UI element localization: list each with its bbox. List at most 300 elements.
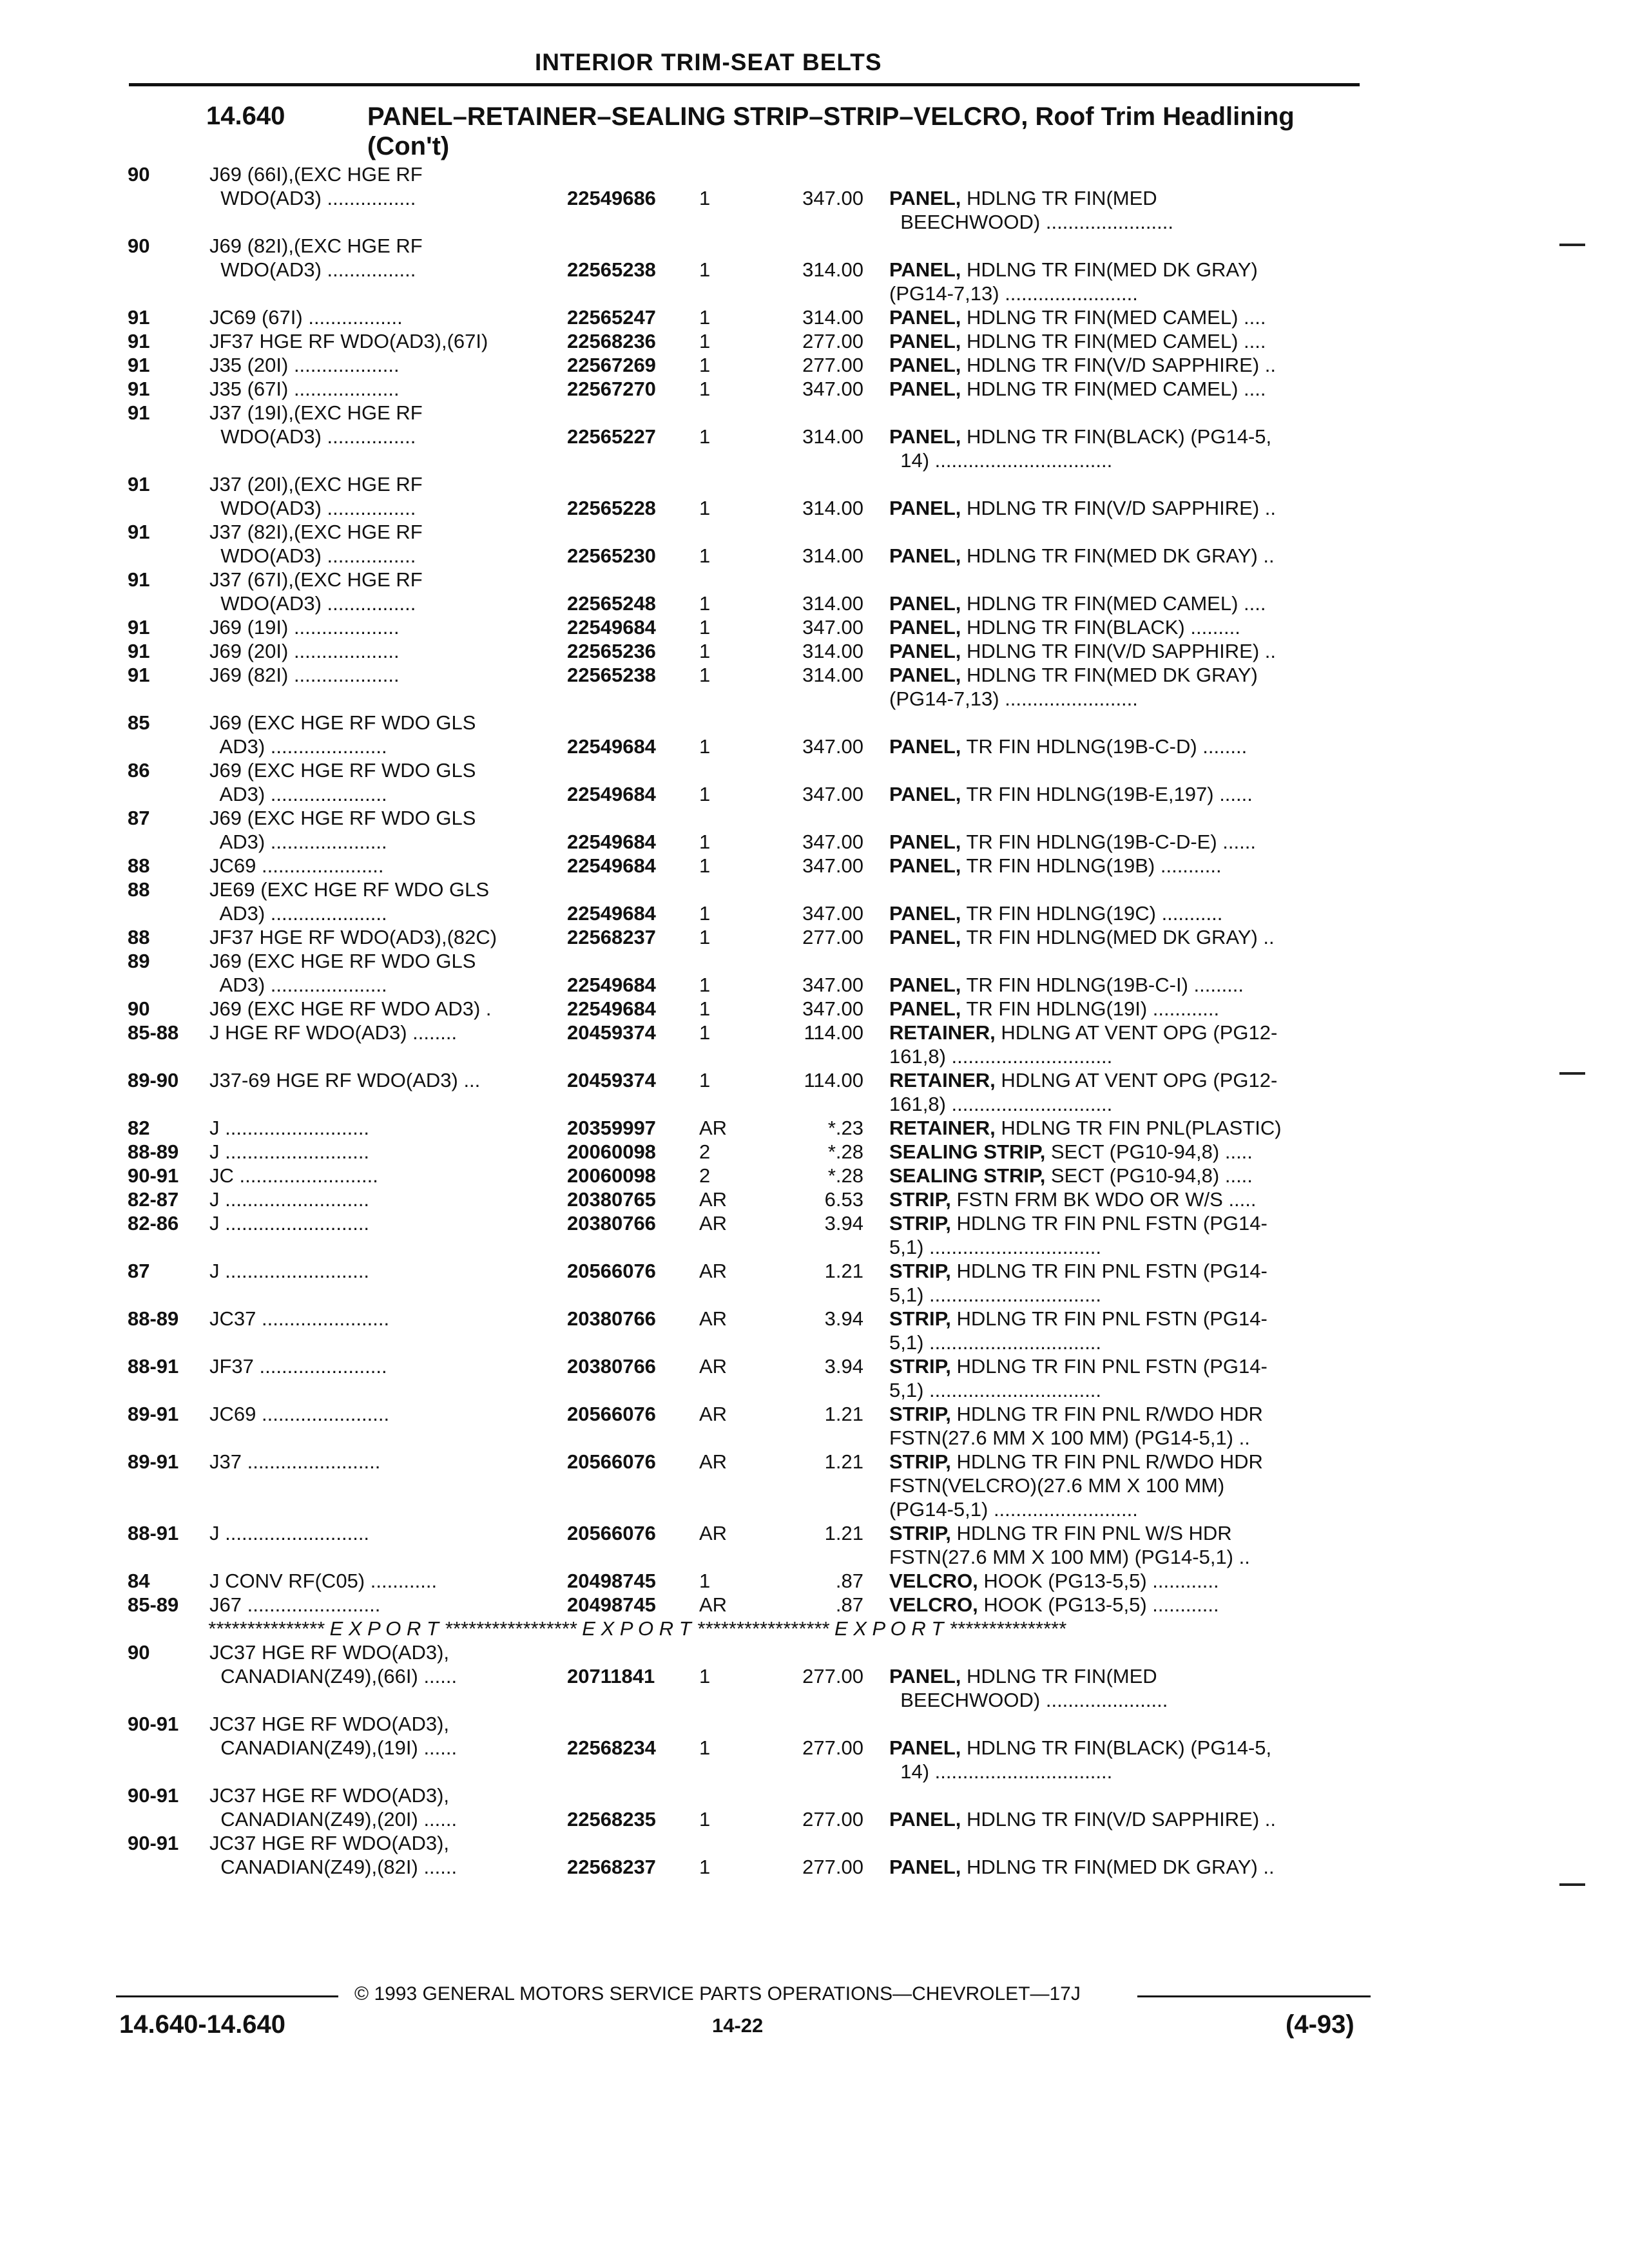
model-year: 91 bbox=[128, 306, 150, 329]
part-name: 5,1) ............................... bbox=[889, 1283, 1102, 1306]
parts-row bbox=[0, 1140, 1629, 1164]
part-name-detail: TR FIN HDLNG(19B-C-I) ......... bbox=[961, 974, 1244, 996]
quantity: AR bbox=[699, 1307, 728, 1330]
part-name-keyword: VELCRO, bbox=[889, 1570, 978, 1592]
parts-row bbox=[0, 1712, 1629, 1783]
part-name-keyword: PANEL, bbox=[889, 926, 961, 948]
part-name-detail: HDLNG AT VENT OPG (PG12- bbox=[995, 1069, 1278, 1091]
price: 3.94 bbox=[824, 1355, 863, 1378]
part-name-detail: HDLNG TR FIN(MED CAMEL) .... bbox=[961, 306, 1266, 329]
part-name-detail: HDLNG TR FIN(MED CAMEL) .... bbox=[961, 378, 1266, 400]
part-number: 22568234 bbox=[567, 1736, 656, 1759]
quantity: 1 bbox=[699, 664, 711, 686]
footer-page-number: 14-22 bbox=[712, 2014, 764, 2037]
usage-description: JC69 ....................... bbox=[209, 1403, 390, 1425]
part-name-keyword: SEALING STRIP, bbox=[889, 1164, 1046, 1187]
model-year: 91 bbox=[128, 378, 150, 400]
parts-row bbox=[0, 878, 1629, 925]
parts-row bbox=[0, 305, 1629, 329]
price: 314.00 bbox=[802, 497, 863, 519]
model-year: 86 bbox=[128, 759, 150, 782]
quantity: 1 bbox=[699, 592, 711, 615]
part-name-keyword: STRIP, bbox=[889, 1355, 951, 1378]
usage-description: J69 (EXC HGE RF WDO GLS bbox=[209, 950, 476, 972]
part-name bbox=[889, 591, 1356, 615]
margin-mark bbox=[1559, 244, 1585, 246]
part-number: 20380766 bbox=[567, 1307, 656, 1330]
model-year: 88-91 bbox=[128, 1522, 179, 1544]
usage-description: J69 (EXC HGE RF WDO GLS bbox=[209, 711, 476, 734]
parts-row bbox=[0, 329, 1629, 353]
part-number: 22565247 bbox=[567, 306, 656, 329]
usage-description: JC37 HGE RF WDO(AD3), bbox=[209, 1641, 450, 1664]
part-name-keyword: PANEL, bbox=[889, 974, 961, 996]
part-name bbox=[889, 1402, 1356, 1426]
part-name-detail: HDLNG AT VENT OPG (PG12- bbox=[995, 1021, 1278, 1044]
parts-row bbox=[0, 1068, 1629, 1116]
usage-description: AD3) ..................... bbox=[209, 735, 387, 758]
usage-description: J HGE RF WDO(AD3) ........ bbox=[209, 1021, 458, 1044]
part-name bbox=[889, 544, 1356, 568]
parts-row bbox=[0, 520, 1629, 568]
header-rule bbox=[129, 83, 1360, 86]
part-name bbox=[889, 1664, 1356, 1688]
parts-row bbox=[0, 615, 1629, 639]
part-name bbox=[889, 258, 1356, 282]
part-name: BEECHWOOD) ....................... bbox=[889, 211, 1173, 233]
usage-description: J69 (20I) ................... bbox=[209, 640, 400, 662]
quantity: 1 bbox=[699, 425, 711, 448]
usage-description: J .......................... bbox=[209, 1188, 370, 1211]
model-year: 91 bbox=[128, 664, 150, 686]
part-name-detail: HOOK (PG13-5,5) ............ bbox=[978, 1593, 1219, 1616]
usage-description: J37-69 HGE RF WDO(AD3) ... bbox=[209, 1069, 481, 1091]
part-name-detail: HDLNG TR FIN(MED CAMEL) .... bbox=[961, 330, 1266, 352]
model-year: 90-91 bbox=[128, 1164, 179, 1187]
part-name-keyword: PANEL, bbox=[889, 1808, 961, 1831]
part-name bbox=[889, 1116, 1356, 1140]
part-number: 20459374 bbox=[567, 1021, 656, 1044]
section-title: PANEL–RETAINER–SEALING STRIP–STRIP–VELCRO, Roof Trim Headlining (Con't) bbox=[367, 102, 1295, 160]
quantity: 1 bbox=[699, 926, 711, 948]
part-number: 20380766 bbox=[567, 1355, 656, 1378]
quantity: AR bbox=[699, 1260, 728, 1282]
part-name-detail: TR FIN HDLNG(19C) ........... bbox=[961, 902, 1223, 925]
usage-description: JF37 HGE RF WDO(AD3),(67I) bbox=[209, 330, 488, 352]
usage-description: J37 (82I),(EXC HGE RF bbox=[209, 521, 423, 543]
model-year: 89-90 bbox=[128, 1069, 179, 1091]
part-name-keyword: SEALING STRIP, bbox=[889, 1140, 1046, 1163]
usage-description: WDO(AD3) ................ bbox=[209, 592, 416, 615]
part-number: 22549684 bbox=[567, 974, 656, 996]
parts-row bbox=[0, 162, 1629, 234]
price: 3.94 bbox=[824, 1212, 863, 1235]
model-year: 91 bbox=[128, 473, 150, 495]
quantity: 1 bbox=[699, 330, 711, 352]
usage-description: CANADIAN(Z49),(19I) ...... bbox=[209, 1736, 458, 1759]
part-name bbox=[889, 901, 1356, 925]
usage-description: AD3) ..................... bbox=[209, 783, 387, 805]
part-name-keyword: RETAINER, bbox=[889, 1021, 996, 1044]
price: 277.00 bbox=[802, 1736, 863, 1759]
model-year: 82-87 bbox=[128, 1188, 179, 1211]
quantity: 1 bbox=[699, 1665, 711, 1687]
parts-row bbox=[0, 1307, 1629, 1354]
part-name-detail: HDLNG TR FIN(BLACK) (PG14-5, bbox=[961, 425, 1272, 448]
parts-row bbox=[0, 806, 1629, 854]
price: 347.00 bbox=[802, 735, 863, 758]
part-name-detail: FSTN FRM BK WDO OR W/S ..... bbox=[950, 1188, 1257, 1211]
parts-row bbox=[0, 639, 1629, 663]
usage-description: WDO(AD3) ................ bbox=[209, 187, 416, 209]
part-name-keyword: PANEL, bbox=[889, 1856, 961, 1878]
part-name: (PG14-7,13) ........................ bbox=[889, 282, 1138, 305]
part-number: 22549684 bbox=[567, 854, 656, 877]
part-name bbox=[889, 1187, 1356, 1211]
part-name-detail: HDLNG TR FIN(MED bbox=[961, 187, 1157, 209]
price: 1.21 bbox=[824, 1450, 863, 1473]
part-name-detail: HDLNG TR FIN(BLACK) (PG14-5, bbox=[961, 1736, 1272, 1759]
part-name bbox=[889, 973, 1356, 997]
part-number: 20359997 bbox=[567, 1117, 656, 1139]
part-name-detail: HDLNG TR FIN PNL FSTN (PG14- bbox=[950, 1212, 1268, 1235]
price: 347.00 bbox=[802, 902, 863, 925]
quantity: 1 bbox=[699, 378, 711, 400]
part-number: 22549684 bbox=[567, 735, 656, 758]
part-number: 22567270 bbox=[567, 378, 656, 400]
part-name-keyword: PANEL, bbox=[889, 354, 961, 376]
part-number: 22567269 bbox=[567, 354, 656, 376]
part-number: 22549684 bbox=[567, 831, 656, 853]
quantity: AR bbox=[699, 1593, 728, 1616]
section-number: 14.640 bbox=[206, 102, 285, 130]
model-year: 88 bbox=[128, 926, 150, 948]
price: 347.00 bbox=[802, 378, 863, 400]
parts-row bbox=[0, 1450, 1629, 1521]
quantity: 1 bbox=[699, 354, 711, 376]
margin-mark bbox=[1559, 1072, 1585, 1075]
part-name-keyword: PANEL, bbox=[889, 378, 961, 400]
part-name-keyword: STRIP, bbox=[889, 1212, 951, 1235]
part-name bbox=[889, 1521, 1356, 1545]
usage-description: AD3) ..................... bbox=[209, 974, 387, 996]
usage-description: J .......................... bbox=[209, 1140, 370, 1163]
part-name-detail: HDLNG TR FIN PNL FSTN (PG14- bbox=[950, 1260, 1268, 1282]
part-name-keyword: PANEL, bbox=[889, 831, 961, 853]
price: 277.00 bbox=[802, 1856, 863, 1878]
usage-description: J37 (67I),(EXC HGE RF bbox=[209, 568, 423, 591]
usage-description: JF37 ....................... bbox=[209, 1355, 387, 1378]
usage-description: JF37 HGE RF WDO(AD3),(82C) bbox=[209, 926, 497, 948]
quantity: 1 bbox=[699, 783, 711, 805]
price: 277.00 bbox=[802, 926, 863, 948]
part-name bbox=[889, 782, 1356, 806]
part-name bbox=[889, 186, 1356, 210]
quantity: 1 bbox=[699, 1570, 711, 1592]
parts-row bbox=[0, 401, 1629, 472]
usage-description: CANADIAN(Z49),(20I) ...... bbox=[209, 1808, 458, 1831]
quantity: 1 bbox=[699, 831, 711, 853]
part-name-detail: TR FIN HDLNG(19B-E,197) ...... bbox=[961, 783, 1253, 805]
part-name-detail: SECT (PG10-94,8) ..... bbox=[1045, 1140, 1253, 1163]
part-name: 5,1) ............................... bbox=[889, 1379, 1102, 1401]
usage-description: J69 (82I) ................... bbox=[209, 664, 400, 686]
quantity: AR bbox=[699, 1212, 728, 1235]
usage-description: J69 (82I),(EXC HGE RF bbox=[209, 235, 423, 257]
footer-rule-left bbox=[116, 1995, 338, 1997]
price: .87 bbox=[835, 1593, 863, 1616]
parts-row bbox=[0, 1783, 1629, 1831]
part-name-detail: HDLNG TR FIN(MED DK GRAY) bbox=[961, 664, 1258, 686]
model-year: 90-91 bbox=[128, 1713, 179, 1735]
price: 347.00 bbox=[802, 854, 863, 877]
part-name bbox=[889, 615, 1356, 639]
parts-row bbox=[0, 568, 1629, 615]
part-name: FSTN(VELCRO)(27.6 MM X 100 MM) bbox=[889, 1474, 1225, 1497]
part-name-detail: HDLNG TR FIN(V/D SAPPHIRE) .. bbox=[961, 354, 1276, 376]
model-year: 89 bbox=[128, 950, 150, 972]
parts-row bbox=[0, 663, 1629, 711]
part-name-detail: HDLNG TR FIN PNL FSTN (PG14- bbox=[950, 1307, 1268, 1330]
model-year: 90 bbox=[128, 1641, 150, 1664]
part-name-keyword: STRIP, bbox=[889, 1307, 951, 1330]
quantity: 1 bbox=[699, 974, 711, 996]
usage-description: J69 (EXC HGE RF WDO AD3) . bbox=[209, 997, 492, 1020]
parts-row bbox=[0, 949, 1629, 997]
part-name-keyword: RETAINER, bbox=[889, 1069, 996, 1091]
price: 114.00 bbox=[804, 1021, 863, 1044]
part-name-keyword: RETAINER, bbox=[889, 1117, 996, 1139]
quantity: 1 bbox=[699, 497, 711, 519]
price: 314.00 bbox=[802, 640, 863, 662]
part-name bbox=[889, 639, 1356, 663]
part-number: 22565238 bbox=[567, 664, 656, 686]
price: *.28 bbox=[827, 1164, 863, 1187]
part-name-detail: HDLNG TR FIN PNL R/WDO HDR bbox=[950, 1403, 1263, 1425]
part-name bbox=[889, 1021, 1356, 1044]
model-year: 91 bbox=[128, 568, 150, 591]
quantity: 1 bbox=[699, 902, 711, 925]
usage-description: WDO(AD3) ................ bbox=[209, 258, 416, 281]
usage-description: J69 (19I) ................... bbox=[209, 616, 400, 639]
price: 1.21 bbox=[824, 1403, 863, 1425]
part-name-keyword: PANEL, bbox=[889, 306, 961, 329]
quantity: AR bbox=[699, 1522, 728, 1544]
model-year: 91 bbox=[128, 521, 150, 543]
usage-description: J69 (EXC HGE RF WDO GLS bbox=[209, 759, 476, 782]
usage-description: J .......................... bbox=[209, 1522, 370, 1544]
price: 1.21 bbox=[824, 1522, 863, 1544]
part-name-keyword: PANEL, bbox=[889, 854, 961, 877]
part-name-keyword: PANEL, bbox=[889, 544, 961, 567]
part-name-keyword: PANEL, bbox=[889, 616, 961, 639]
model-year: 90 bbox=[128, 235, 150, 257]
usage-description: J69 (EXC HGE RF WDO GLS bbox=[209, 807, 476, 829]
quantity: AR bbox=[699, 1403, 728, 1425]
parts-row bbox=[0, 234, 1629, 305]
part-name-detail: TR FIN HDLNG(MED DK GRAY) .. bbox=[961, 926, 1275, 948]
parts-row bbox=[0, 1593, 1629, 1617]
part-name-detail: HDLNG TR FIN(V/D SAPPHIRE) .. bbox=[961, 640, 1276, 662]
part-name-keyword: PANEL, bbox=[889, 735, 961, 758]
usage-description: JC69 (67I) ................. bbox=[209, 306, 403, 329]
usage-description: CANADIAN(Z49),(82I) ...... bbox=[209, 1856, 458, 1878]
part-name-keyword: PANEL, bbox=[889, 664, 961, 686]
part-name bbox=[889, 353, 1356, 377]
part-number: 20459374 bbox=[567, 1069, 656, 1091]
part-number: 22549686 bbox=[567, 187, 656, 209]
quantity: AR bbox=[699, 1188, 728, 1211]
model-year: 85-89 bbox=[128, 1593, 179, 1616]
part-name-detail: TR FIN HDLNG(19B) ........... bbox=[961, 854, 1222, 877]
part-name: BEECHWOOD) ...................... bbox=[889, 1689, 1168, 1711]
price: 314.00 bbox=[802, 425, 863, 448]
price: 347.00 bbox=[802, 783, 863, 805]
part-number: 22568235 bbox=[567, 1808, 656, 1831]
part-name-detail: HDLNG TR FIN(V/D SAPPHIRE) .. bbox=[961, 1808, 1276, 1831]
parts-row bbox=[0, 997, 1629, 1021]
part-name-keyword: PANEL, bbox=[889, 592, 961, 615]
part-name: 5,1) ............................... bbox=[889, 1331, 1102, 1354]
usage-description: CANADIAN(Z49),(66I) ...... bbox=[209, 1665, 458, 1687]
parts-row bbox=[0, 1640, 1629, 1712]
part-name-keyword: PANEL, bbox=[889, 640, 961, 662]
model-year: 91 bbox=[128, 616, 150, 639]
price: 277.00 bbox=[802, 330, 863, 352]
quantity: 1 bbox=[699, 1856, 711, 1878]
part-name bbox=[889, 1307, 1356, 1331]
model-year: 88-91 bbox=[128, 1355, 179, 1378]
parts-row bbox=[0, 1187, 1629, 1211]
parts-row bbox=[0, 377, 1629, 401]
usage-description: J CONV RF(C05) ............ bbox=[209, 1570, 438, 1592]
model-year: 90-91 bbox=[128, 1784, 179, 1807]
part-name-detail: HDLNG TR FIN PNL W/S HDR bbox=[950, 1522, 1232, 1544]
part-number: 20498745 bbox=[567, 1570, 656, 1592]
part-name-detail: HDLNG TR FIN PNL FSTN (PG14- bbox=[950, 1355, 1268, 1378]
price: 3.94 bbox=[824, 1307, 863, 1330]
part-name-keyword: STRIP, bbox=[889, 1403, 951, 1425]
price: 314.00 bbox=[802, 258, 863, 281]
model-year: 89-91 bbox=[128, 1403, 179, 1425]
part-number: 20566076 bbox=[567, 1522, 656, 1544]
quantity: 1 bbox=[699, 1021, 711, 1044]
price: 314.00 bbox=[802, 544, 863, 567]
part-name-detail: HDLNG TR FIN(V/D SAPPHIRE) .. bbox=[961, 497, 1276, 519]
price: 347.00 bbox=[802, 831, 863, 853]
export-divider bbox=[0, 1617, 1629, 1640]
model-year: 91 bbox=[128, 330, 150, 352]
margin-mark bbox=[1559, 1883, 1585, 1886]
part-number: 20566076 bbox=[567, 1260, 656, 1282]
part-name bbox=[889, 305, 1356, 329]
part-name-keyword: STRIP, bbox=[889, 1260, 951, 1282]
model-year: 82-86 bbox=[128, 1212, 179, 1235]
quantity: 1 bbox=[699, 187, 711, 209]
usage-description: J .......................... bbox=[209, 1260, 370, 1282]
quantity: 1 bbox=[699, 258, 711, 281]
part-name: (PG14-7,13) ........................ bbox=[889, 687, 1138, 710]
part-name: (PG14-5,1) .......................... bbox=[889, 1498, 1138, 1521]
part-name bbox=[889, 377, 1356, 401]
part-name bbox=[889, 1736, 1356, 1760]
usage-description: AD3) ..................... bbox=[209, 902, 387, 925]
part-number: 20380765 bbox=[567, 1188, 656, 1211]
part-name bbox=[889, 735, 1356, 758]
parts-row bbox=[0, 1831, 1629, 1879]
usage-description: J69 (66I),(EXC HGE RF bbox=[209, 163, 423, 186]
part-name-detail: HDLNG TR FIN(MED DK GRAY) bbox=[961, 258, 1258, 281]
usage-description: JC ......................... bbox=[209, 1164, 378, 1187]
part-number: 22565248 bbox=[567, 592, 656, 615]
part-name bbox=[889, 854, 1356, 878]
model-year: 91 bbox=[128, 401, 150, 424]
part-name-keyword: PANEL, bbox=[889, 902, 961, 925]
usage-description: J35 (67I) ................... bbox=[209, 378, 400, 400]
model-year: 88-89 bbox=[128, 1140, 179, 1163]
parts-row bbox=[0, 1402, 1629, 1450]
parts-row bbox=[0, 1259, 1629, 1307]
price: 277.00 bbox=[802, 354, 863, 376]
part-number: 20711841 bbox=[567, 1665, 655, 1687]
part-name-detail: SECT (PG10-94,8) ..... bbox=[1045, 1164, 1253, 1187]
parts-row bbox=[0, 1521, 1629, 1569]
price: 347.00 bbox=[802, 997, 863, 1020]
part-name-keyword: VELCRO, bbox=[889, 1593, 978, 1616]
model-year: 88 bbox=[128, 854, 150, 877]
part-name-keyword: PANEL, bbox=[889, 1665, 961, 1687]
price: 314.00 bbox=[802, 664, 863, 686]
usage-description: J .......................... bbox=[209, 1117, 370, 1139]
price: 114.00 bbox=[804, 1069, 863, 1091]
part-name bbox=[889, 1068, 1356, 1092]
part-name: 14) ................................ bbox=[889, 1760, 1113, 1783]
part-number: 22568237 bbox=[567, 926, 656, 948]
part-number: 20060098 bbox=[567, 1164, 656, 1187]
part-name bbox=[889, 925, 1356, 949]
parts-list bbox=[0, 162, 1629, 1879]
part-name bbox=[889, 496, 1356, 520]
part-number: 22568236 bbox=[567, 330, 656, 352]
quantity: 1 bbox=[699, 997, 711, 1020]
part-number: 20060098 bbox=[567, 1140, 656, 1163]
part-number: 22568237 bbox=[567, 1856, 656, 1878]
usage-description: AD3) ..................... bbox=[209, 831, 387, 853]
part-name: 161,8) ............................. bbox=[889, 1045, 1113, 1068]
quantity: 1 bbox=[699, 1069, 711, 1091]
quantity: 1 bbox=[699, 854, 711, 877]
part-name bbox=[889, 1211, 1356, 1235]
part-name-detail: TR FIN HDLNG(19I) ............ bbox=[961, 997, 1220, 1020]
part-name-detail: HDLNG TR FIN PNL R/WDO HDR bbox=[950, 1450, 1263, 1473]
usage-description: JC37 HGE RF WDO(AD3), bbox=[209, 1713, 450, 1735]
part-name-keyword: PANEL, bbox=[889, 187, 961, 209]
part-name-detail: HDLNG TR FIN(MED DK GRAY) .. bbox=[961, 544, 1275, 567]
usage-description: JC37 HGE RF WDO(AD3), bbox=[209, 1832, 450, 1854]
quantity: 1 bbox=[699, 640, 711, 662]
part-name bbox=[889, 1855, 1356, 1879]
parts-row bbox=[0, 1021, 1629, 1068]
model-year: 88 bbox=[128, 878, 150, 901]
quantity: 2 bbox=[699, 1164, 711, 1187]
part-name-detail: HDLNG TR FIN(BLACK) ......... bbox=[961, 616, 1240, 639]
usage-description: JC37 HGE RF WDO(AD3), bbox=[209, 1784, 450, 1807]
parts-row bbox=[0, 854, 1629, 878]
quantity: AR bbox=[699, 1117, 728, 1139]
parts-row bbox=[0, 472, 1629, 520]
part-name bbox=[889, 329, 1356, 353]
model-year: 87 bbox=[128, 807, 150, 829]
